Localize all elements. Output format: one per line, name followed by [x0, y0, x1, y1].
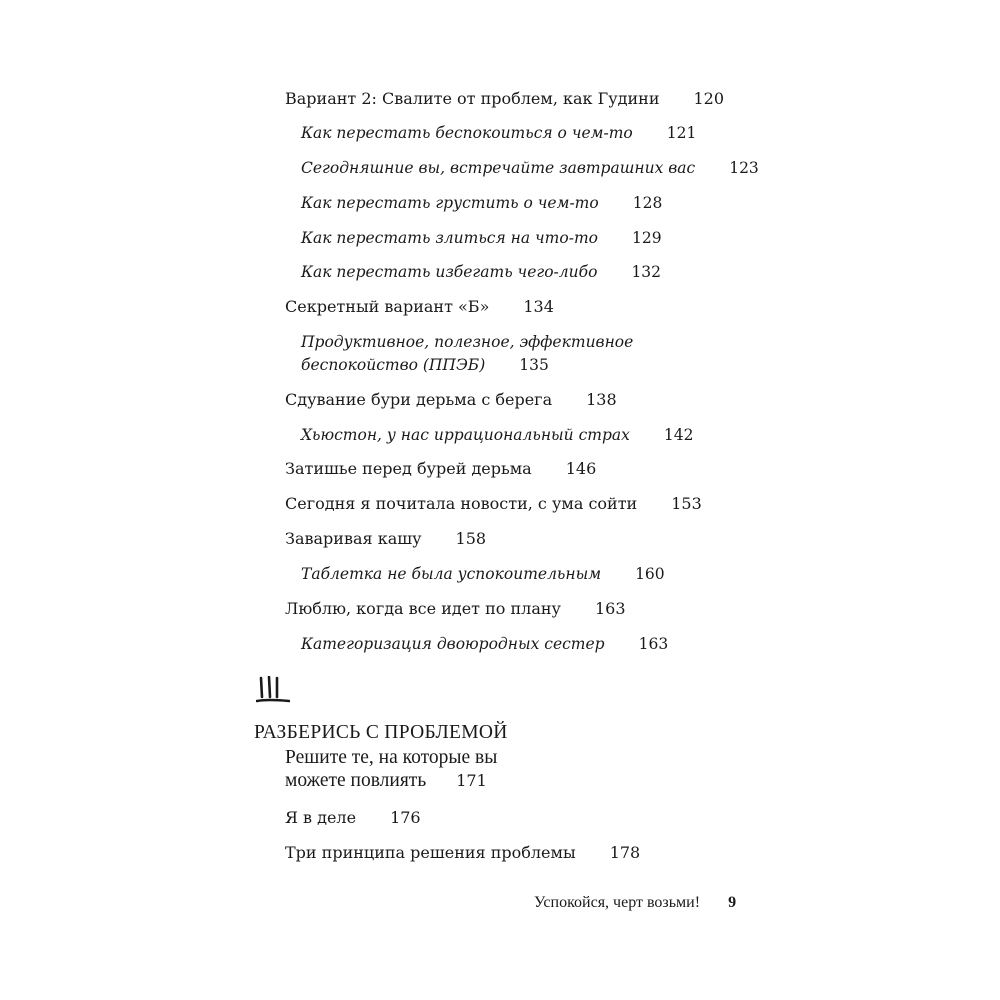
toc-entry	[285, 459, 596, 479]
toc-entry-title: Сдувание бури дерьма с берега	[285, 390, 553, 409]
part-title: РАЗБЕРИСЬ С ПРОБЛЕМОЙ	[254, 722, 508, 743]
toc-subentry	[301, 634, 668, 654]
toc-entry-page: 158	[455, 529, 487, 548]
part-subtitle-line2	[285, 769, 497, 792]
toc-entry-title: Три принципа решения проблемы	[285, 843, 576, 862]
toc-entry-title: Как перестать злиться на что-то	[301, 229, 598, 247]
toc-entry-title: Категоризация двоюродных сестер	[301, 635, 605, 653]
page-number: 9	[728, 894, 737, 911]
toc-entry	[285, 599, 626, 619]
part-subtitle	[285, 746, 497, 792]
toc-entry-page: 146	[565, 459, 597, 478]
toc-entry	[285, 89, 724, 109]
toc-subentry	[301, 228, 662, 248]
toc-entry-page: 120	[693, 89, 725, 108]
toc-entry-title: Затишье перед бурей дерьма	[285, 459, 532, 478]
toc-entry-page: 121	[666, 124, 697, 142]
running-title: Успокойся, черт возьми!	[534, 894, 701, 911]
toc-entry-title: Сегодня я почитала новости, с ума сойти	[285, 494, 638, 513]
toc-subentry-continued	[301, 355, 549, 375]
toc-subentry	[301, 158, 759, 178]
toc-entry-page: 178	[609, 843, 641, 862]
toc-entry	[285, 390, 617, 410]
toc-entry-page: 163	[594, 599, 626, 618]
toc-entry-title: Вариант 2: Свалите от проблем, как Гудини	[285, 89, 660, 108]
numeral-stroke	[269, 677, 270, 697]
toc-entry-title: Как перестать грустить о чем-то	[301, 194, 599, 212]
toc-subentry	[301, 332, 633, 352]
part-subtitle-line1: Решите те, на которые вы	[285, 747, 498, 768]
toc-subentry	[301, 425, 693, 445]
toc-entry	[285, 843, 640, 863]
toc-entry-title: Сегодняшние вы, встречайте завтрашних вас	[301, 159, 696, 177]
toc-subentry	[301, 564, 665, 584]
toc-entry-title: Заваривая кашу	[285, 529, 422, 548]
toc-entry-title-line1: Продуктивное, полезное, эффективное	[301, 333, 634, 351]
toc-entry-title: Как перестать избегать чего-либо	[301, 263, 598, 281]
toc-entry-page: 138	[586, 390, 617, 409]
toc-entry-title: Таблетка не была успокоительным	[301, 565, 602, 583]
toc-entry-title-line2: беспокойство (ППЭБ)	[301, 356, 486, 374]
toc-entry-page: 134	[523, 297, 554, 316]
toc-subentry	[301, 123, 696, 143]
toc-entry-page: 176	[390, 808, 421, 827]
page-footer	[534, 893, 736, 913]
numeral-stroke	[261, 678, 262, 697]
toc-entry-page: 163	[638, 635, 669, 653]
toc-entry-title: Люблю, когда все идет по плану	[285, 599, 561, 618]
toc-subentry	[301, 193, 662, 213]
toc-entry-page: 128	[632, 194, 663, 212]
toc-entry-page: 171	[456, 771, 487, 790]
toc-entry	[285, 494, 702, 514]
toc-entry	[285, 808, 421, 828]
toc-entry-page: 160	[635, 565, 665, 583]
toc-entry-page: 135	[519, 356, 549, 374]
toc-entry-page: 132	[631, 263, 662, 281]
toc-entry-page: 129	[631, 229, 662, 247]
toc-entry-page: 123	[729, 159, 759, 177]
toc-entry-page: 142	[663, 426, 694, 444]
toc-entry	[285, 529, 486, 549]
toc-entry-page: 153	[671, 494, 702, 513]
part-numeral-icon	[256, 676, 290, 704]
part-subtitle-line2-text: можете повлиять	[285, 770, 427, 791]
toc-entry-title: Как перестать беспокоиться о чем-то	[301, 124, 633, 142]
numeral-underline	[257, 700, 289, 701]
toc-entry-title: Я в деле	[285, 808, 357, 827]
toc-entry-title: Секретный вариант «Б»	[285, 297, 490, 316]
toc-subentry	[301, 262, 661, 282]
toc-entry-title: Хьюстон, у нас иррациональный страх	[301, 426, 630, 444]
toc-entry	[285, 297, 554, 317]
